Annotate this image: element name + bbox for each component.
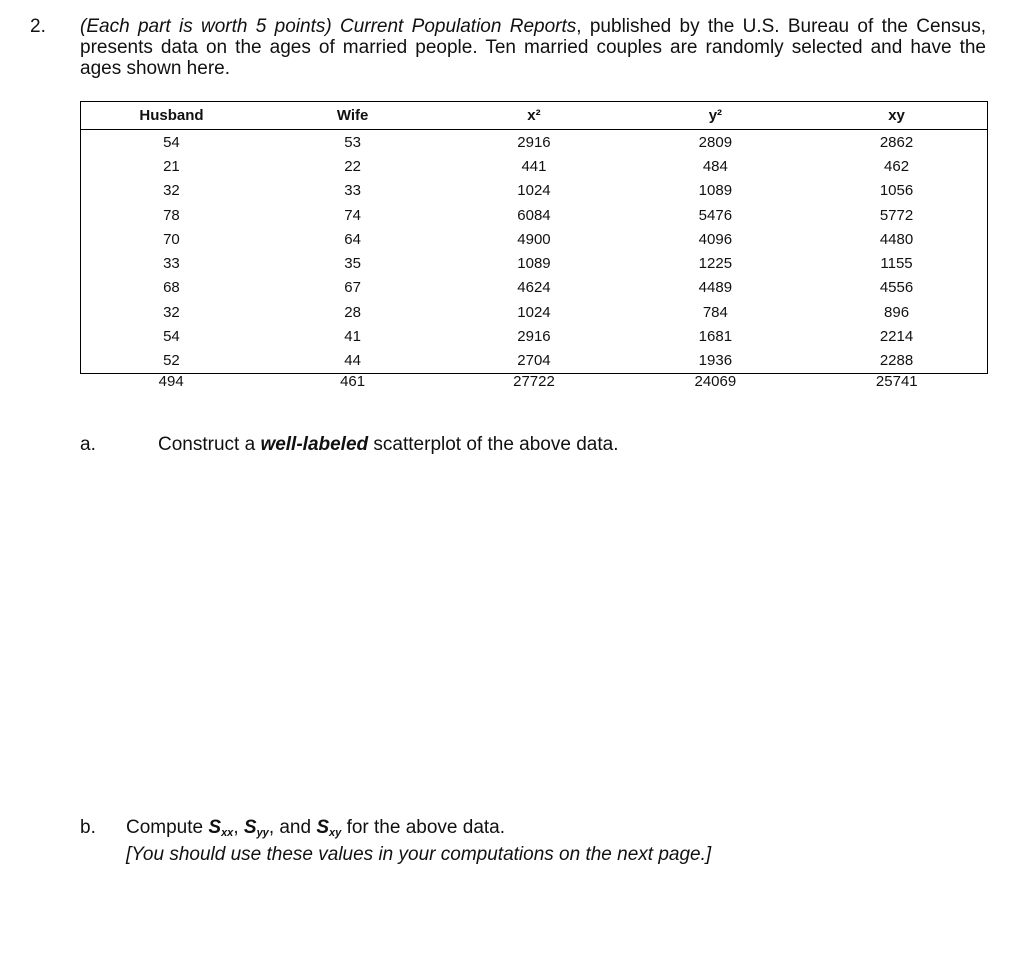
header-y-squared: y² [625,102,806,130]
cell: 484 [702,157,728,175]
source-title: Current Population Reports [339,16,577,37]
cell: 78 [163,206,180,224]
table-row [81,324,988,348]
sxy-symbol: $S_{xy}$ [316,817,342,839]
cell: 4556 [879,279,914,297]
question-intro [80,16,986,79]
cell: 35 [344,255,361,273]
table-row [81,154,988,178]
cell: 64 [344,230,361,248]
part-b-label: b. [80,817,96,838]
part-a-emphasis: well-labeled [260,434,369,455]
table-row [81,251,988,275]
part-a-prompt [158,434,618,456]
cell: 2916 [517,133,551,151]
total-wife: 461 [340,372,366,390]
table-row [81,203,988,227]
part-b-tail: for the above data. [341,817,506,838]
cell: 441 [521,157,547,175]
cell: 32 [163,182,180,200]
header-xy: xy [806,102,987,130]
total-xy: 25741 [875,372,918,390]
cell: 4489 [698,279,733,297]
table-row [81,349,988,374]
cell: 4624 [517,279,551,297]
separator: , [233,817,244,838]
total-husband: 494 [158,372,184,390]
cell: 67 [344,279,361,297]
cell: 2862 [879,133,914,151]
question-number: 2. [30,16,46,37]
cell: 462 [884,157,910,175]
syy-symbol: $S_{yy}$ [243,817,269,839]
cell: 5476 [698,206,733,224]
cell: 1024 [517,303,551,321]
part-a-label: a. [80,434,96,455]
cell: 1089 [517,255,551,273]
cell: 4096 [698,230,733,248]
cell: 5772 [879,206,914,224]
cell: 896 [884,303,910,321]
cell: 28 [344,303,361,321]
cell: 54 [163,328,180,346]
points-note: (Each part is worth 5 points) [80,16,332,37]
cell: 70 [163,230,180,248]
data-table-container [80,101,988,392]
separator: , and [268,817,317,838]
total-y-squared: 24069 [694,372,737,390]
cell: 52 [163,352,180,370]
scatterplot-answer-area[interactable] [80,470,988,800]
cell: 784 [702,303,728,321]
cell: 1056 [879,182,914,200]
cell: 1225 [698,255,733,273]
header-x-squared: x² [443,102,624,130]
table-row [81,276,988,300]
table-row [81,130,988,155]
cell: 74 [344,206,361,224]
cell: 1089 [698,182,733,200]
header-husband: Husband [81,102,262,130]
cell: 1024 [517,182,551,200]
cell: 54 [163,133,180,151]
cell: 68 [163,279,180,297]
cell: 41 [344,328,361,346]
part-b-prompt [126,817,711,866]
total-x-squared: 27722 [513,372,555,390]
ages-data-table [80,101,988,392]
cell: 2809 [698,133,733,151]
cell: 44 [344,352,361,370]
sxx-symbol: $S_{xx}$ [208,817,234,839]
cell: 4480 [879,230,914,248]
cell: 53 [344,133,361,151]
table-row [81,227,988,251]
cell: 33 [344,182,361,200]
cell: 2704 [517,352,551,370]
totals-row [81,373,988,392]
cell: 1155 [880,255,913,273]
table-header-row [81,102,988,130]
table-row [81,300,988,324]
header-wife: Wife [262,102,443,130]
part-b-note: [You should use these values in your computations on the next page.] [126,844,712,865]
cell: 22 [344,157,361,175]
compute-word: Compute [126,817,209,838]
part-a-before: Construct a [158,434,261,455]
cell: 4900 [517,230,551,248]
cell: 2916 [517,328,551,346]
table-row [81,179,988,203]
cell: 2288 [879,352,914,370]
cell: 21 [163,157,180,175]
cell: 33 [163,255,180,273]
cell: 6084 [517,206,551,224]
intro-text: , published by the U.S. Bureau of the Census, presents data on the ages of married people. Ten married couples are randomly selected and have the ages shown here. [80,16,986,79]
part-b-line-1 [126,817,711,844]
part-a-after: scatterplot of the above data. [368,434,619,455]
cell: 1936 [698,352,733,370]
cell: 32 [163,303,180,321]
cell: 1681 [698,328,733,346]
cell: 2214 [879,328,914,346]
